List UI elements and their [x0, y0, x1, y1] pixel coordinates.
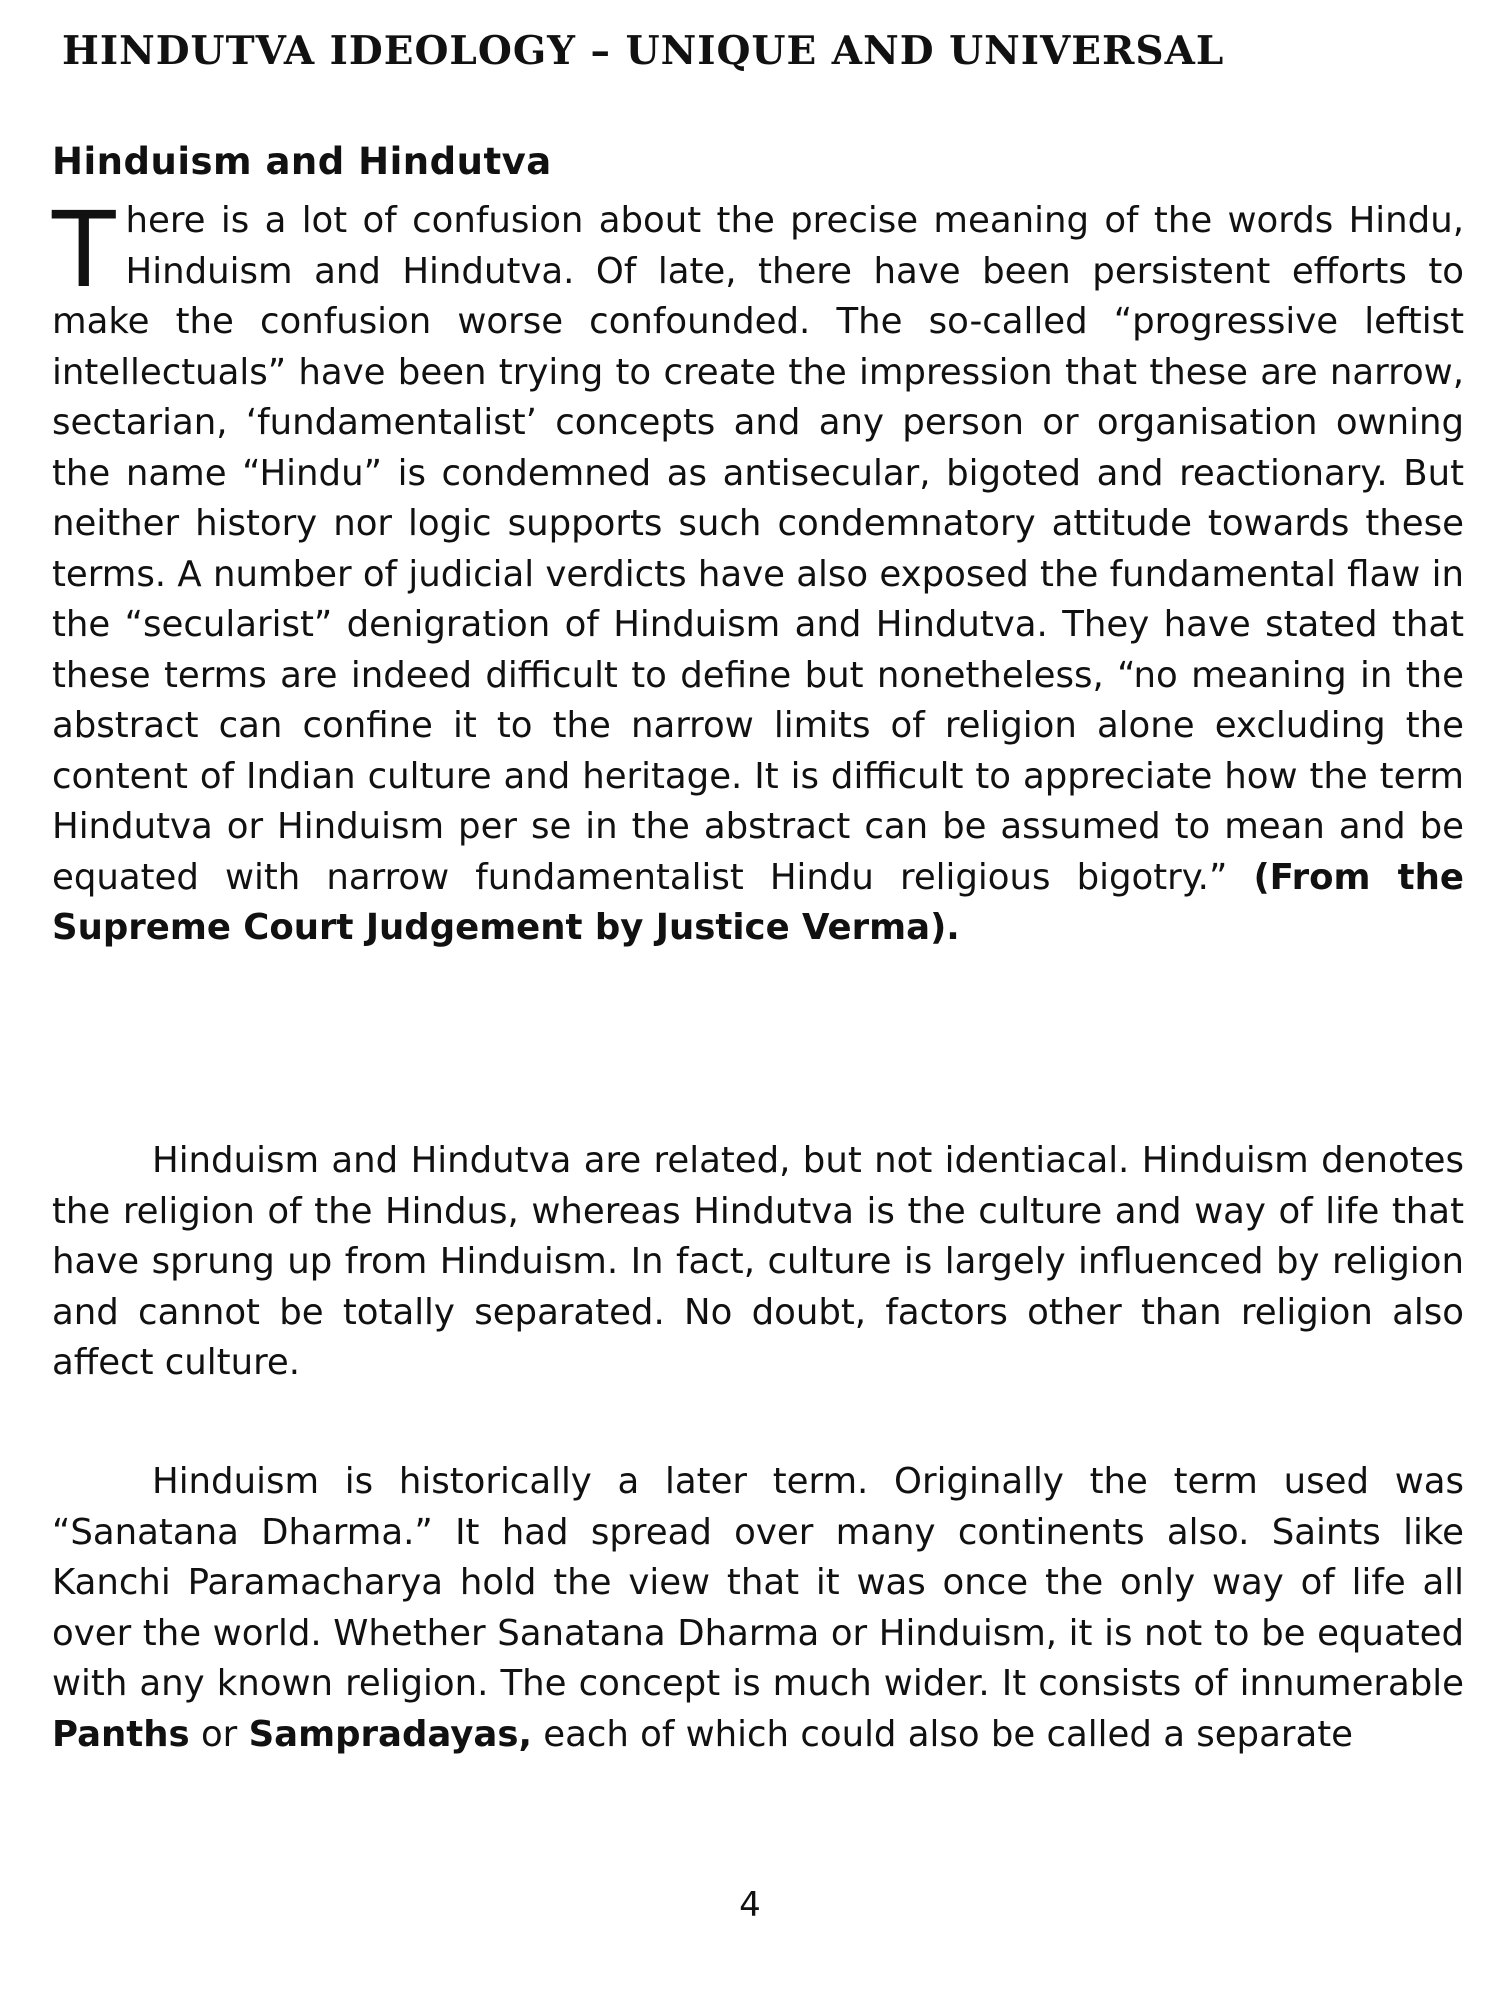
- paragraph-2: [52, 1136, 1464, 1389]
- paragraph-3-text-before: Hinduism is historically a later term. Originally the term used was “Sanatana Dharma.” It had spread over many continents also. Saints like Kanchi Paramacharya hold the view that it was once the only way of life all over the world. Whether Sanatana Dharma or Hinduism, it is not to be equated with any known religion. The concept is much wider. It consists of innumerable: [52, 1461, 1464, 1704]
- paragraph-1: [52, 189, 1464, 954]
- citation-bold: (From the Supreme Court Judgement by Justice Verma).: [52, 856, 1464, 948]
- paragraph-3: [52, 1457, 1464, 1760]
- drop-cap-letter: T: [52, 189, 116, 311]
- term-sampradayas: Sampradayas,: [248, 1713, 532, 1755]
- section-heading: Hinduism and Hindutva: [52, 140, 552, 183]
- paragraph-1-text: here is a lot of confusion about the precise meaning of the words Hindu, Hinduism and Hindutva. Of late, there have been persistent efforts to make the confusion worse confounded. The so-called “progressive leftist intellectuals” have been trying to create the impression that these are narrow, sectarian, ‘fundamentalist’ concepts and any person or organisation owning the name “Hindu” is condemned as antisecular, bigoted and reactionary. But neither history nor logic supports such condemnatory attitude towards these terms. A number of judicial verdicts have also exposed the fundamental flaw in the “secularist” denigration of Hinduism and Hindutva. They have stated that these terms are indeed difficult to define but nonetheless, “no meaning in the abstract can confine it to the narrow limits of religion alone excluding the content of Indian culture and heritage. It is difficult to appreciate how the term Hindutva or Hinduism per se in the abstract can be assumed to mean and be equated with narrow fundamentalist Hindu religious bigotry.”: [52, 200, 1464, 898]
- paragraph-3-text-after: each of which could also be called a separate: [531, 1713, 1353, 1755]
- page-number: 4: [739, 1885, 761, 1925]
- paragraph-2-text: Hinduism and Hindutva are related, but not identiacal. Hinduism denotes the religion of the Hindus, whereas Hindutva is the culture and way of life that have sprung up from Hinduism. In fact, culture is largely influenced by religion and cannot be totally separated. No doubt, factors other than religion also affect culture.: [52, 1140, 1464, 1383]
- term-panths: Panths: [52, 1713, 190, 1755]
- running-header-title: HINDUTVA IDEOLOGY – UNIQUE AND UNIVERSAL: [62, 28, 1225, 74]
- term-connector: or: [189, 1713, 249, 1755]
